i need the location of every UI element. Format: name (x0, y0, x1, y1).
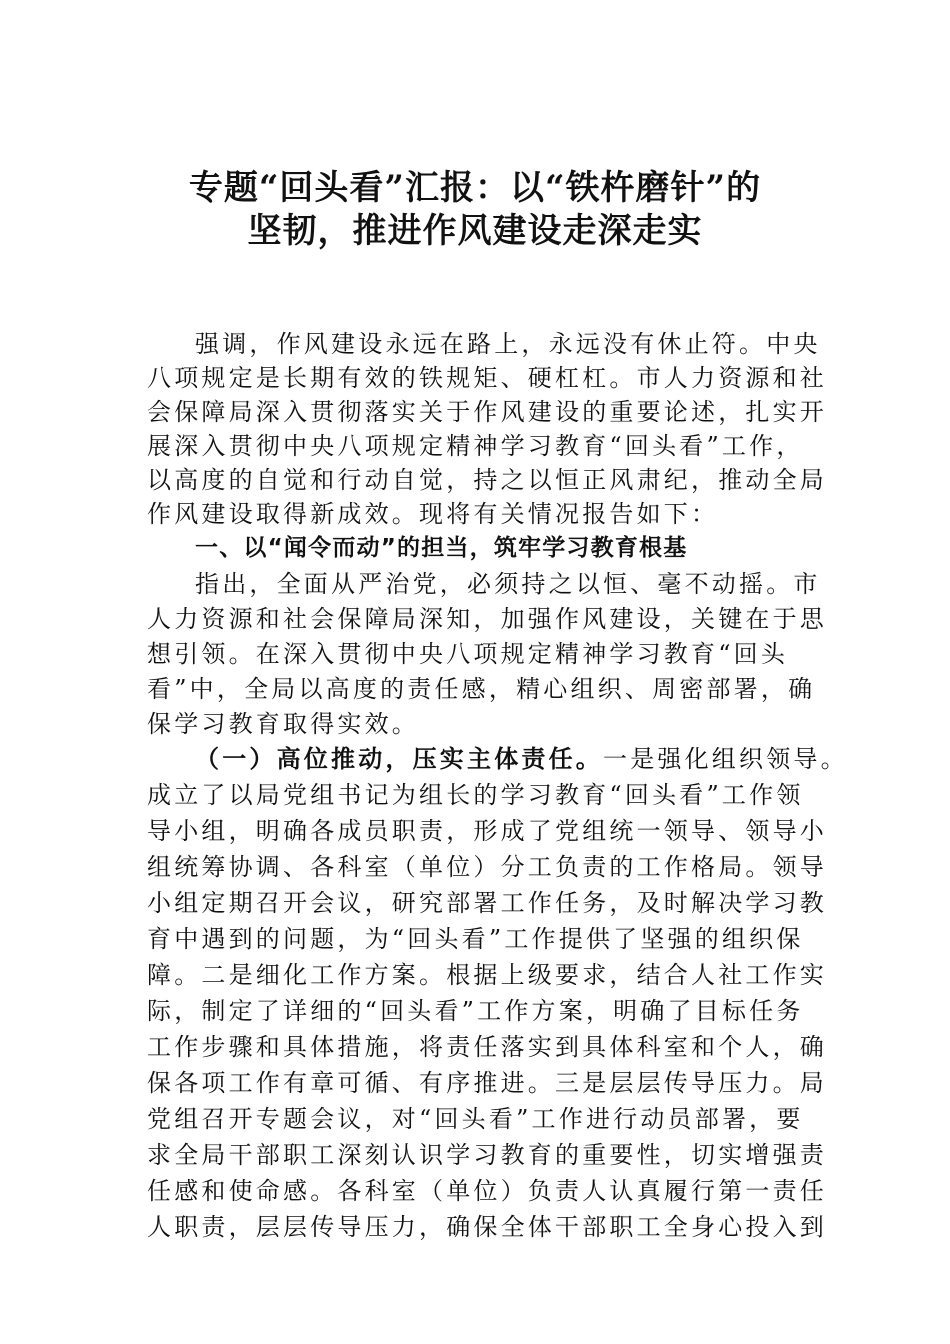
body-line: 强调，作风建设永远在路上，永远没有休止符。中央 (195, 330, 821, 358)
section-heading-1: 一、以“闻令而动”的担当，筑牢学习教育根基 (195, 535, 688, 561)
document-title-line-2: 坚韧，推进作风建设走深走实 (247, 211, 703, 251)
body-line: 会保障局深入贯彻落实关于作风建设的重要论述，扎实开 (147, 398, 827, 426)
body-line: 求全局干部职工深刻认识学习教育的重要性，切实增强责 (147, 1141, 827, 1169)
body-line: 作风建设取得新成效。现将有关情况报告如下： (147, 500, 719, 528)
body-line: 保学习教育取得实效。 (147, 710, 419, 738)
body-line: 际，制定了详细的“回头看”工作方案，明确了目标任务 (147, 997, 804, 1025)
body-line: 小组定期召开会议，研究部署工作任务，及时解决学习教 (147, 889, 827, 917)
body-text: 一是强化组织领导。 (603, 745, 848, 773)
document-title-line-1: 专题“回头看”汇报：以“铁杵磨针”的 (188, 168, 762, 208)
body-line: 党组召开专题会议，对“回头看”工作进行动员部署，要 (147, 1105, 804, 1133)
body-line: 育中遇到的问题，为“回头看”工作提供了坚强的组织保 (147, 925, 804, 953)
body-line: 人力资源和社会保障局深知，加强作风建设，关键在于思 (147, 605, 827, 633)
body-line: 任感和使命感。各科室（单位）负责人认真履行第一责任 (147, 1177, 827, 1205)
body-line: 工作步骤和具体措施，将责任落实到具体科室和个人，确 (147, 1033, 827, 1061)
body-line: 看”中，全局以高度的责任感，精心组织、周密部署，确 (147, 675, 816, 703)
body-line: 组统筹协调、各科室（单位）分工负责的工作格局。领导 (147, 853, 827, 881)
body-line: 人职责，层层传导压力，确保全体干部职工全身心投入到 (147, 1213, 827, 1241)
body-line: 障。二是细化工作方案。根据上级要求，结合人社工作实 (147, 961, 827, 989)
body-line: 保各项工作有章可循、有序推进。三是层层传导压力。局 (147, 1069, 827, 1097)
body-line: 展深入贯彻中央八项规定精神学习教育“回头看”工作， (147, 432, 804, 460)
subsection-line (195, 742, 848, 776)
body-line: 导小组，明确各成员职责，形成了党组统一领导、领导小 (147, 817, 827, 845)
body-line: 八项规定是长期有效的铁规矩、硬杠杠。市人力资源和社 (147, 364, 827, 392)
subsection-heading-1: （一）高位推动，压实主体责任。 (195, 744, 603, 773)
body-line: 成立了以局党组书记为组长的学习教育“回头看”工作领 (147, 781, 804, 809)
body-line: 以高度的自觉和行动自觉，持之以恒正风肃纪，推动全局 (147, 466, 827, 494)
body-line: 想引领。在深入贯彻中央八项规定精神学习教育“回头 (147, 640, 789, 668)
body-line: 指出，全面从严治党，必须持之以恒、毫不动摇。市 (195, 570, 821, 598)
